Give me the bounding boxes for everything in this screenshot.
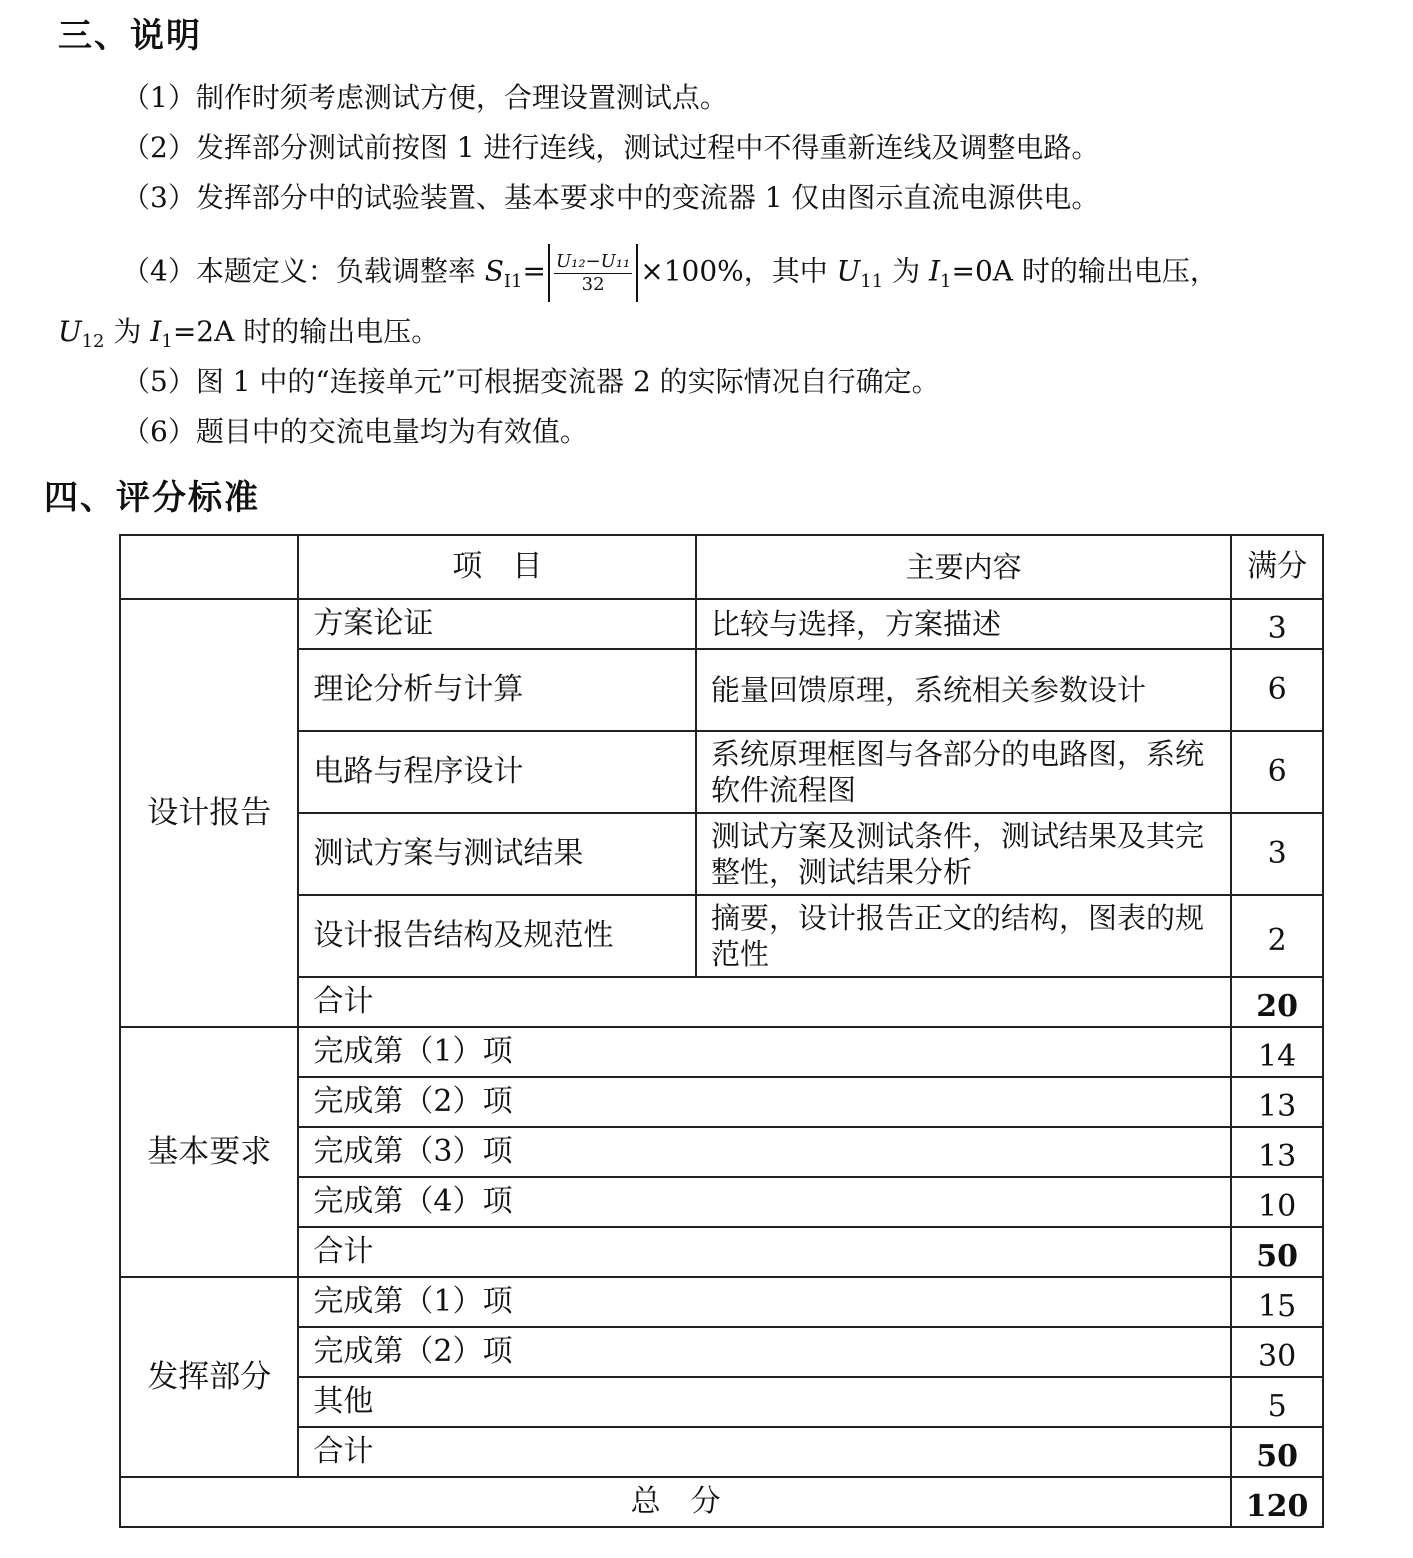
symbol-s-sub: I1 <box>503 270 523 292</box>
table-row <box>120 813 1323 895</box>
table-header-row <box>120 535 1323 599</box>
score-cell: 15 <box>1231 1277 1323 1327</box>
note-4-prefix: （4）本题定义：负载调整率 <box>122 254 485 288</box>
equals-sign: = <box>522 254 546 288</box>
subtotal-score: 50 <box>1231 1427 1323 1477</box>
header-blank <box>120 535 298 599</box>
score-cell: 2 <box>1231 895 1323 977</box>
table-row <box>120 1077 1323 1127</box>
note-4-continued <box>58 312 439 356</box>
subtotal-label: 合计 <box>298 1427 1231 1477</box>
score-cell: 6 <box>1231 649 1323 731</box>
symbol-i1: I <box>928 254 941 288</box>
subtotal-score: 20 <box>1231 977 1323 1027</box>
item-cell: 电路与程序设计 <box>298 731 696 813</box>
content-cell: 摘要，设计报告正文的结构，图表的规范性 <box>696 895 1231 977</box>
subtotal-label: 合计 <box>298 1227 1231 1277</box>
grand-total-score: 120 <box>1231 1477 1323 1527</box>
table-row <box>120 731 1323 813</box>
category-design: 设计报告 <box>120 599 298 1027</box>
symbol-u12-sub: 12 <box>81 331 105 352</box>
symbol-u11-sub: 11 <box>860 270 884 292</box>
grand-total-label: 总 分 <box>120 1477 1231 1527</box>
table-row <box>120 1327 1323 1377</box>
item-cell: 完成第（2）项 <box>298 1327 1231 1377</box>
symbol-u11: U <box>836 254 861 288</box>
score-cell: 14 <box>1231 1027 1323 1077</box>
item-cell: 完成第（2）项 <box>298 1077 1231 1127</box>
score-cell: 13 <box>1231 1077 1323 1127</box>
note-4b-mid: 为 <box>104 315 151 348</box>
absolute-value <box>548 244 638 302</box>
score-cell: 30 <box>1231 1327 1323 1377</box>
table-row <box>120 977 1323 1027</box>
category-basic: 基本要求 <box>120 1027 298 1277</box>
note-1: （1）制作时须考虑测试方便，合理设置测试点。 <box>122 81 728 114</box>
note-3: （3）发挥部分中的试验装置、基本要求中的变流器 1 仅由图示直流电源供电。 <box>122 181 1100 214</box>
table-row <box>120 1227 1323 1277</box>
table-row <box>120 1177 1323 1227</box>
score-cell: 3 <box>1231 813 1323 895</box>
symbol-i1-b: I <box>150 315 162 348</box>
table-row <box>120 1127 1323 1177</box>
content-cell: 比较与选择，方案描述 <box>696 599 1231 649</box>
symbol-s: S <box>484 254 504 288</box>
score-cell: 10 <box>1231 1177 1323 1227</box>
score-cell: 6 <box>1231 731 1323 813</box>
table-row <box>120 1027 1323 1077</box>
content-cell: 系统原理框图与各部分的电路图，系统软件流程图 <box>696 731 1231 813</box>
item-cell: 其他 <box>298 1377 1231 1427</box>
item-cell: 完成第（3）项 <box>298 1127 1231 1177</box>
header-content: 主要内容 <box>696 535 1231 599</box>
item-cell: 理论分析与计算 <box>298 649 696 731</box>
note-5: （5）图 1 中的“连接单元”可根据变流器 2 的实际情况自行确定。 <box>122 365 940 398</box>
section-3-title: 三、说明 <box>58 16 202 56</box>
note-4-end: =0A 时的输出电压， <box>951 254 1218 288</box>
score-cell: 3 <box>1231 599 1323 649</box>
category-advanced: 发挥部分 <box>120 1277 298 1477</box>
table-row <box>120 1427 1323 1477</box>
score-cell: 13 <box>1231 1127 1323 1177</box>
item-cell: 完成第（4）项 <box>298 1177 1231 1227</box>
fraction-numerator: U₁₂−U₁₁ <box>555 250 631 272</box>
symbol-i1-sub: 1 <box>940 270 952 292</box>
content-cell: 测试方案及测试条件，测试结果及其完整性，测试结果分析 <box>696 813 1231 895</box>
note-4-mid: 为 <box>883 254 929 288</box>
header-score: 满分 <box>1231 535 1323 599</box>
note-6: （6）题目中的交流电量均为有效值。 <box>122 415 588 448</box>
table-row <box>120 895 1323 977</box>
table-row <box>120 1377 1323 1427</box>
table-row <box>120 599 1323 649</box>
subtotal-score: 50 <box>1231 1227 1323 1277</box>
table-row <box>120 1277 1323 1327</box>
grand-total-row <box>120 1477 1323 1527</box>
item-cell: 完成第（1）项 <box>298 1277 1231 1327</box>
note-2: （2）发挥部分测试前按图 1 进行连线，测试过程中不得重新连线及调整电路。 <box>122 131 1100 164</box>
scoring-table <box>119 534 1324 1528</box>
note-4 <box>122 244 1218 302</box>
header-item: 项 目 <box>298 535 696 599</box>
item-cell: 完成第（1）项 <box>298 1027 1231 1077</box>
fraction-denominator: 32 <box>581 273 605 295</box>
item-cell: 测试方案与测试结果 <box>298 813 696 895</box>
fraction <box>554 251 632 296</box>
score-cell: 5 <box>1231 1377 1323 1427</box>
section-4-title: 四、评分标准 <box>44 478 260 518</box>
item-cell: 设计报告结构及规范性 <box>298 895 696 977</box>
symbol-i1-b-sub: 1 <box>161 331 173 352</box>
table-row <box>120 649 1323 731</box>
note-4b-end: =2A 时的输出电压。 <box>172 315 440 348</box>
item-cell: 方案论证 <box>298 599 696 649</box>
symbol-u12: U <box>58 315 82 348</box>
content-cell: 能量回馈原理，系统相关参数设计 <box>696 649 1231 731</box>
subtotal-label: 合计 <box>298 977 1231 1027</box>
note-4-times: ×100%，其中 <box>640 254 837 288</box>
